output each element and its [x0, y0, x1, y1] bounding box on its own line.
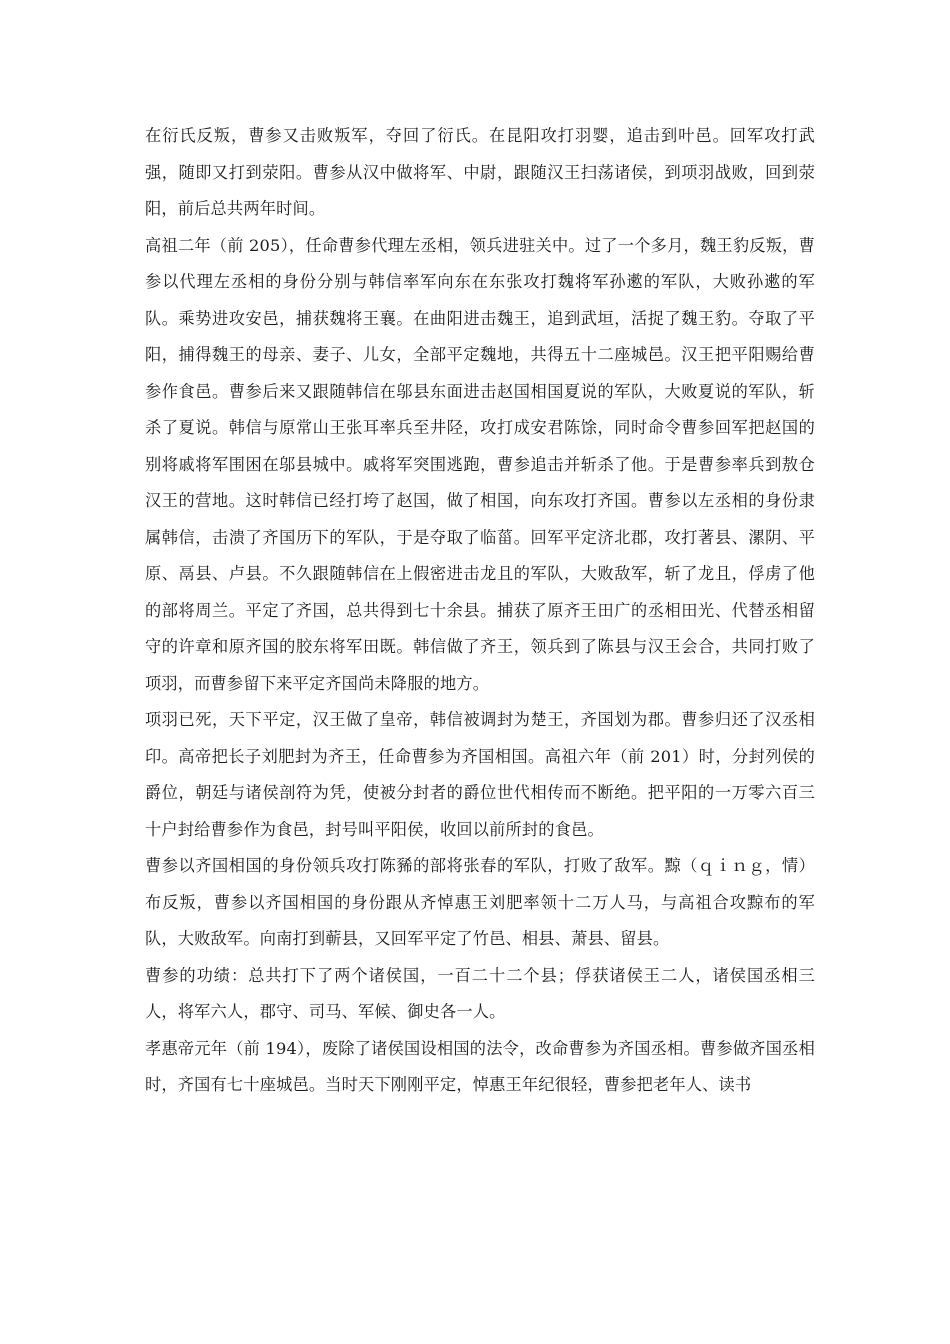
paragraph-3: 项羽已死，天下平定，汉王做了皇帝，韩信被调封为楚王，齐国划为郡。曹参归还了汉丞相印。高帝把长子刘肥封为齐王，任命曹参为齐国相国。高祖六年（前 201）时，分封列侯的爵位，朝廷与诸侯剖符为凭，使被分封者的爵位世代相传而不断绝。把平阳的一万零六百三十户封给曹参作为食邑，封号叫平阳侯，收回以前所封的食邑。	[145, 710, 815, 839]
paragraph-6: 孝惠帝元年（前 194），废除了诸侯国设相国的法令，改命曹参为齐国丞相。曹参做齐国丞相时，齐国有七十座城邑。当时天下刚刚平定，悼惠王年纪很轻，曹参把老年人、读书	[145, 1038, 815, 1094]
document-body	[145, 118, 815, 1104]
paragraph-1: 在衍氏反叛，曹参又击败叛军，夺回了衍氏。在昆阳攻打羽婴，追击到叶邑。回军攻打武强，随即又打到荥阳。曹参从汉中做将军、中尉，跟随汉王扫荡诸侯，到项羽战败，回到荥阳，前后总共两年时间。	[145, 126, 815, 218]
paragraph-5: 曹参的功绩：总共打下了两个诸侯国，一百二十二个县；俘获诸侯王二人，诸侯国丞相三人，将军六人，郡守、司马、军候、御史各一人。	[145, 965, 815, 1021]
paragraph-4: 曹参以齐国相国的身份领兵攻打陈豨的部将张春的军队，打败了敌军。黥（ｑｉｎｇ，情）布反叛，曹参以齐国相国的身份跟从齐悼惠王刘肥率领十二万人马，与高祖合攻黥布的军队，大败敌军。向南打到蕲县，又回军平定了竹邑、相县、萧县、留县。	[145, 856, 815, 948]
paragraph-2: 高祖二年（前 205），任命曹参代理左丞相，领兵进驻关中。过了一个多月，魏王豹反叛，曹参以代理左丞相的身份分别与韩信率军向东在东张攻打魏将军孙遬的军队，大败孙遬的军队。乘势进攻安邑，捕获魏将王襄。在曲阳进击魏王，追到武垣，活捉了魏王豹。夺取了平阳，捕得魏王的母亲、妻子、儿女，全部平定魏地，共得五十二座城邑。汉王把平阳赐给曹参作食邑。曹参后来又跟随韩信在邬县东面进击赵国相国夏说的军队，大败夏说的军队，斩杀了夏说。韩信与原常山王张耳率兵至井陉，攻打成安君陈馀，同时命令曹参回军把赵国的别将戚将军围困在邬县城中。戚将军突围逃跑，曹参追击并斩杀了他。于是曹参率兵到敖仓汉王的营地。这时韩信已经打垮了赵国，做了相国，向东攻打齐国。曹参以左丞相的身份隶属韩信，击溃了齐国历下的军队，于是夺取了临菑。回军平定济北郡，攻打著县、漯阴、平原、鬲县、卢县。不久跟随韩信在上假密进击龙且的军队，大败敌军，斩了龙且，俘虏了他的部将周兰。平定了齐国，总共得到七十余县。捕获了原齐王田广的丞相田光、代替丞相留守的许章和原齐国的胶东将军田既。韩信做了齐王，领兵到了陈县与汉王会合，共同打败了项羽，而曹参留下来平定齐国尚未降服的地方。	[145, 235, 815, 693]
